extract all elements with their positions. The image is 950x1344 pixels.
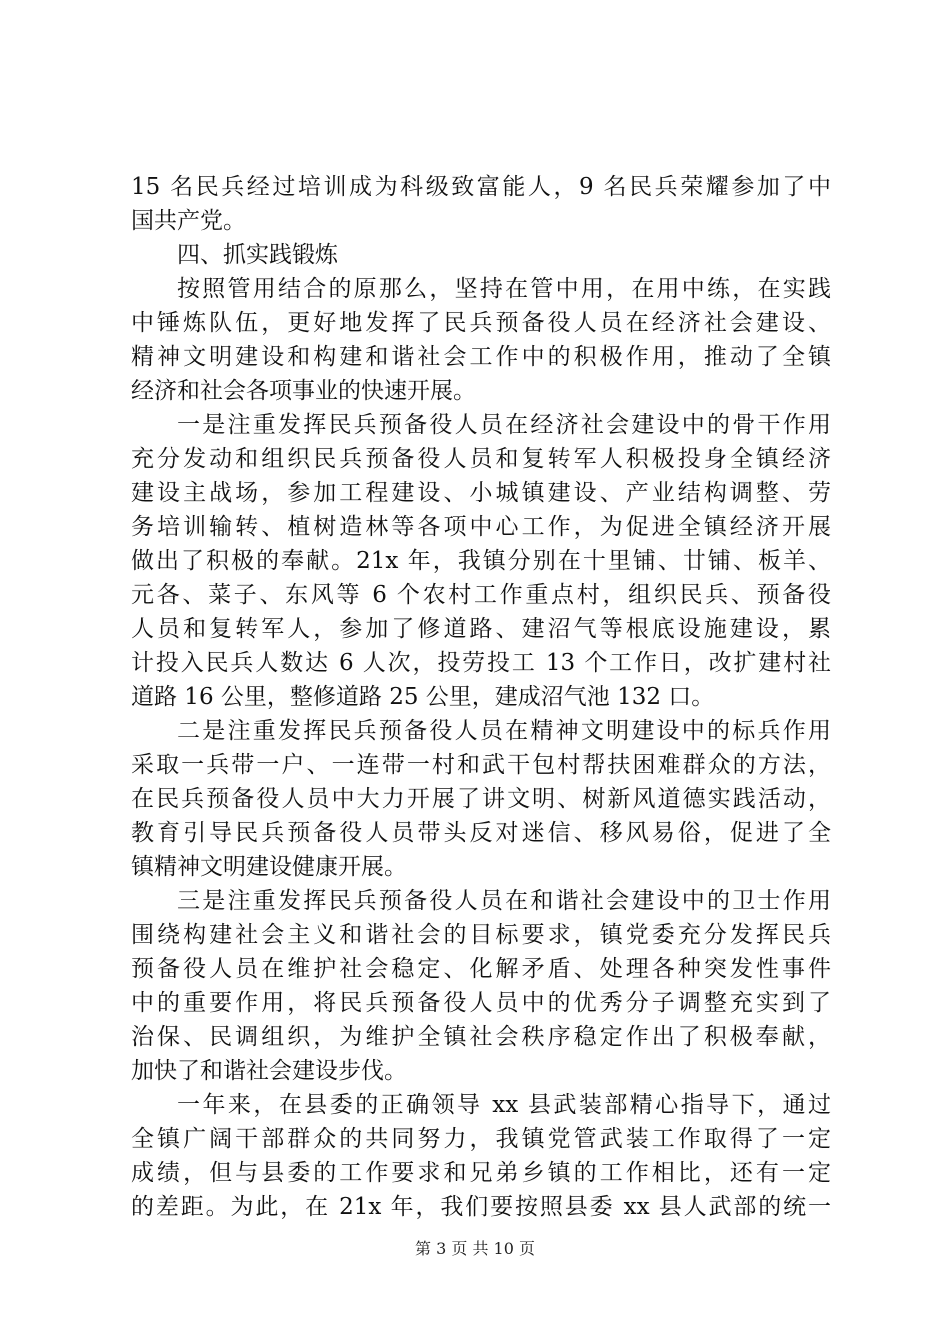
text-line-12: 做出了积极的奉献。21x 年，我镇分别在十里铺、廿铺、板羊、 (131, 548, 831, 574)
section-heading: 四、抓实践锻炼 (177, 242, 338, 268)
text-line-31: 的差距。为此，在 21x 年，我们要按照县委 xx 县人武部的统一 (131, 1194, 831, 1220)
text-line-16: 道路 16 公里，整修道路 25 公里，建成沼气池 132 口。 (131, 684, 715, 710)
text-line-27: 加快了和谐社会建设步伐。 (131, 1058, 407, 1084)
text-line-8: 一是注重发挥民兵预备役人员在经济社会建设中的骨干作用 (177, 412, 831, 438)
text-line-1: 15 名民兵经过培训成为科级致富能人，9 名民兵荣耀参加了中 (131, 174, 831, 200)
text-line-25: 中的重要作用，将民兵预备役人员中的优秀分子调整充实到了 (131, 990, 831, 1016)
text-line-23: 围绕构建社会主义和谐社会的目标要求，镇党委充分发挥民兵 (131, 922, 831, 948)
text-line-24: 预备役人员在维护社会稳定、化解矛盾、处理各种突发性事件 (131, 956, 831, 982)
text-line-7: 经济和社会各项事业的快速开展。 (131, 378, 476, 404)
text-line-19: 在民兵预备役人员中大力开展了讲文明、树新风道德实践活动， (131, 786, 831, 812)
text-line-28: 一年来，在县委的正确领导 xx 县武装部精心指导下，通过 (177, 1092, 831, 1118)
text-line-10: 建设主战场，参加工程建设、小城镇建设、产业结构调整、劳 (131, 480, 831, 506)
text-line-21: 镇精神文明建设健康开展。 (131, 854, 407, 880)
text-line-4: 按照管用结合的原那么，坚持在管中用，在用中练，在实践 (177, 276, 831, 302)
text-line-11: 务培训输转、植树造林等各项中心工作，为促进全镇经济开展 (131, 514, 831, 540)
text-line-17: 二是注重发挥民兵预备役人员在精神文明建设中的标兵作用 (177, 718, 831, 744)
text-line-18: 采取一兵带一户、一连带一村和武干包村帮扶困难群众的方法， (131, 752, 831, 778)
text-line-15: 计投入民兵人数达 6 人次，投劳投工 13 个工作日，改扩建村社 (131, 650, 831, 676)
text-line-29: 全镇广阔干部群众的共同努力，我镇党管武装工作取得了一定 (131, 1126, 831, 1152)
text-line-2: 国共产党。 (131, 208, 246, 234)
page-number-footer: 第 3 页 共 10 页 (415, 1239, 535, 1258)
text-line-30: 成绩，但与县委的工作要求和兄弟乡镇的工作相比，还有一定 (131, 1160, 831, 1186)
text-line-5: 中锤炼队伍，更好地发挥了民兵预备役人员在经济社会建设、 (131, 310, 831, 336)
text-line-6: 精神文明建设和构建和谐社会工作中的积极作用，推动了全镇 (131, 344, 831, 370)
text-line-20: 教育引导民兵预备役人员带头反对迷信、移风易俗，促进了全 (131, 820, 831, 846)
text-line-13: 元各、菜子、东风等 6 个农村工作重点村，组织民兵、预备役 (131, 582, 831, 608)
text-line-22: 三是注重发挥民兵预备役人员在和谐社会建设中的卫士作用 (177, 888, 831, 914)
text-line-26: 治保、民调组织，为维护全镇社会秩序稳定作出了积极奉献， (131, 1024, 831, 1050)
text-line-14: 人员和复转军人，参加了修道路、建沼气等根底设施建设，累 (131, 616, 831, 642)
text-line-9: 充分发动和组织民兵预备役人员和复转军人积极投身全镇经济 (131, 446, 831, 472)
